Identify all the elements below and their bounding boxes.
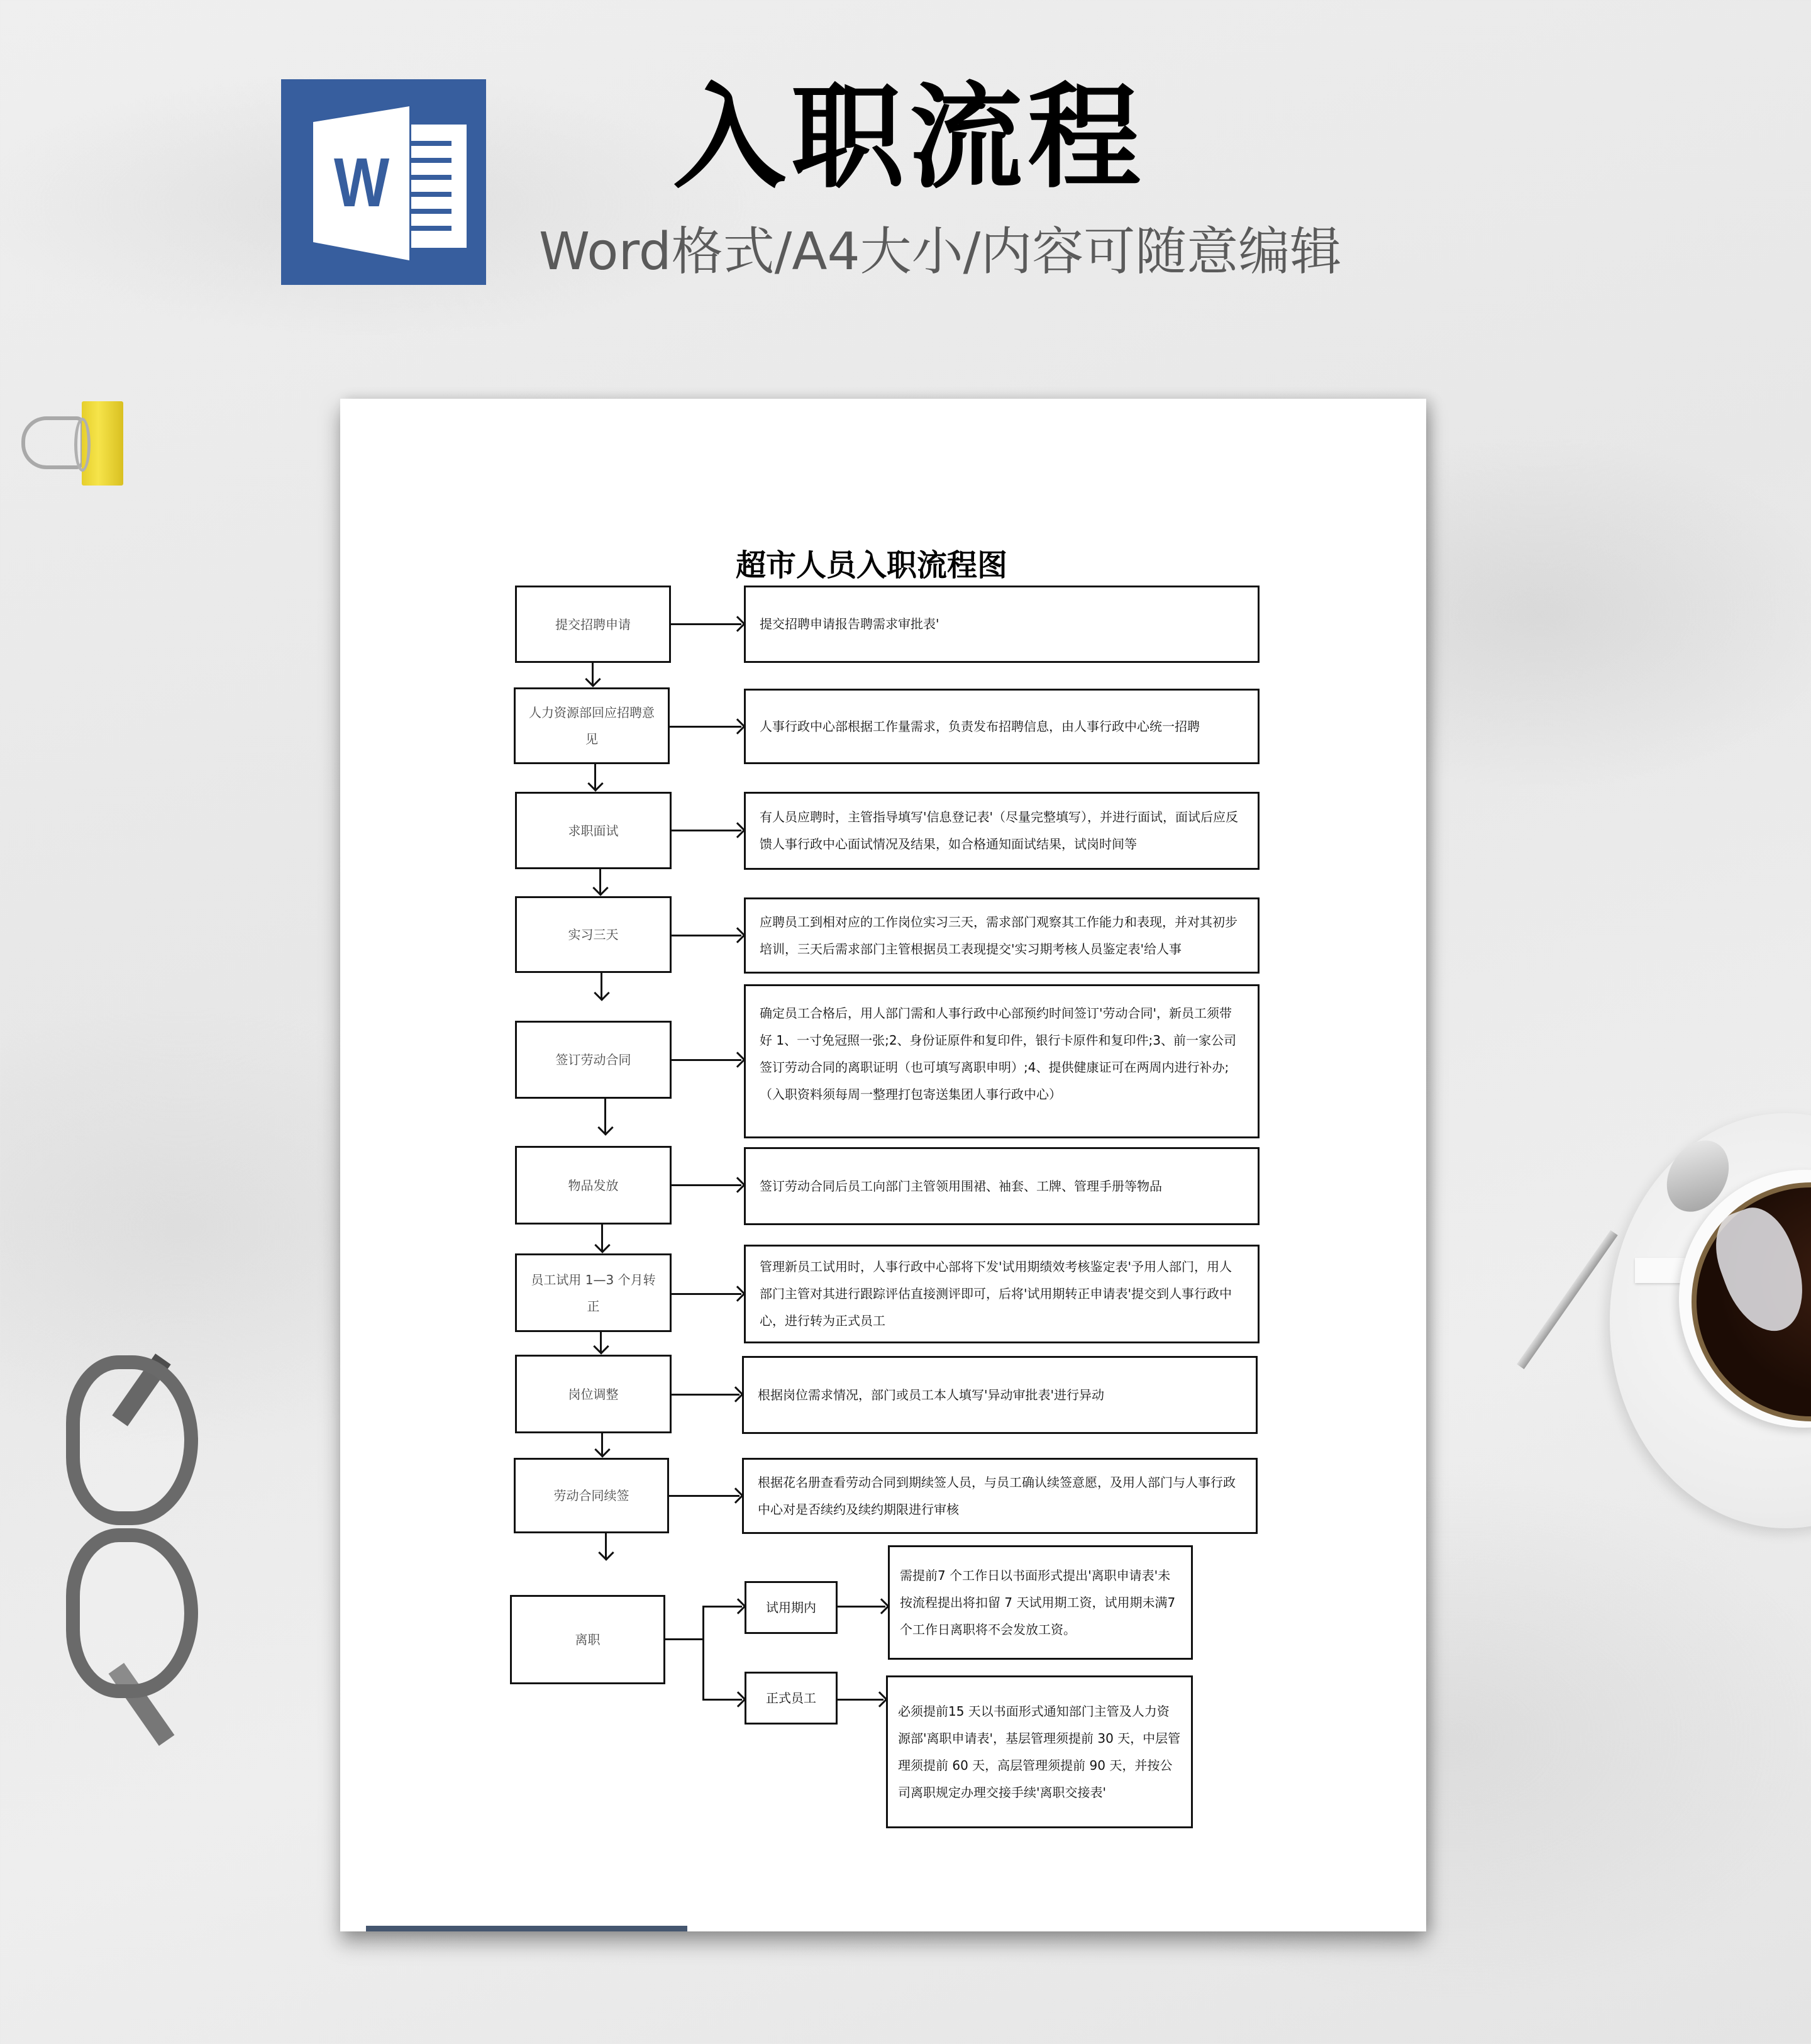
branch-box-regular [745, 1672, 838, 1725]
step-note-submit-request [744, 586, 1260, 663]
page-subtitle: Word格式/A4大小/内容可随意编辑 [539, 222, 1342, 282]
step-box-internship [515, 896, 672, 973]
step-box-interview [515, 792, 672, 869]
step-box-contract-renewal [514, 1458, 669, 1533]
step-note-internship [744, 897, 1260, 974]
cup-handle [1635, 1258, 1685, 1283]
step-note-position-adjust [742, 1356, 1258, 1434]
connector [702, 1606, 704, 1700]
branch-note-probation [888, 1545, 1193, 1660]
step-note-text: 根据花名册查看劳动合同到期续签人员，与员工确认续签意愿，及用人部门与人事行政中心对是否续约及续约期限进行审核 [758, 1474, 1236, 1517]
step-note-probation [744, 1245, 1260, 1343]
step-note-sign-contract [744, 984, 1260, 1138]
step-box-resignation [510, 1595, 665, 1684]
step-label: 求职面试 [568, 823, 619, 838]
step-box-item-issue [515, 1146, 672, 1225]
step-note-item-issue [744, 1147, 1260, 1225]
word-icon-line [411, 226, 451, 231]
step-box-submit-request [515, 586, 671, 663]
binder-clip-ring [74, 418, 91, 472]
step-box-hr-response [514, 687, 670, 764]
page-title: 入职流程 [673, 72, 1146, 204]
spoon-handle [1517, 1230, 1618, 1369]
word-icon-line [411, 192, 451, 197]
step-label: 提交招聘申请 [555, 616, 631, 632]
glasses-lens [66, 1528, 198, 1698]
word-icon-line [411, 141, 451, 146]
step-note-contract-renewal [742, 1458, 1258, 1534]
step-label: 劳动合同续签 [553, 1488, 629, 1503]
word-icon-line [411, 175, 451, 180]
step-label: 实习三天 [568, 927, 619, 942]
glasses-icon [66, 1355, 198, 1525]
connector [665, 1638, 704, 1640]
word-document-icon [281, 79, 486, 285]
step-note-text: 有人员应聘时，主管指导填写'信息登记表'（尽量完整填写），并进行面试，面试后应反馈人事行政中心面试情况及结果，如合格通知面试结果，试岗时间等 [760, 809, 1238, 852]
step-note-text: 应聘员工到相对应的工作岗位实习三天，需求部门观察其工作能力和表现，并对其初步培训，三天后需求部门主管根据员工表现提交'实习期考核人员鉴定表'给人事 [760, 914, 1238, 957]
step-box-position-adjust [515, 1355, 672, 1433]
step-note-text: 根据岗位需求情况，部门或员工本人填写'异动审批表'进行异动 [758, 1387, 1104, 1402]
branch-label: 正式员工 [766, 1691, 816, 1706]
word-icon-line [411, 158, 451, 163]
word-icon-letter: W [334, 144, 390, 221]
branch-note-regular [886, 1675, 1193, 1828]
step-note-text: 签订劳动合同后员工向部门主管领用围裙、袖套、工牌、管理手册等物品 [760, 1178, 1162, 1194]
step-label: 员工试用 1—3 个月转正 [531, 1272, 656, 1314]
step-note-text: 提交招聘申请报告聘需求审批表' [760, 616, 939, 631]
word-icon-line [411, 209, 451, 214]
step-label: 岗位调整 [568, 1386, 619, 1402]
branch-note-text: 需提前7 个工作日以书面形式提出'离职申请表'未按流程提出将扣留 7 天试用期工资，试用期未满7 个工作日离职将不会发放工资。 [900, 1567, 1176, 1637]
step-label: 人力资源部回应招聘意见 [529, 705, 655, 747]
page-footer-bar [366, 1926, 687, 1931]
step-note-interview [744, 792, 1260, 870]
step-label: 离职 [575, 1632, 601, 1647]
step-note-text: 管理新员工试用时，人事行政中心部将下发'试用期绩效考核鉴定表'予用人部门，用人部门主管对其进行跟踪评估直接测评即可，后将'试用期转正申请表'提交到人事行政中心，进行转为正式员工 [760, 1259, 1232, 1328]
flowchart-title: 超市人员入职流程图 [736, 548, 1008, 583]
branch-box-probation [745, 1581, 838, 1634]
branch-label: 试用期内 [766, 1600, 816, 1615]
branch-note-text: 必须提前15 天以书面形式通知部门主管及人力资源部'离职申请表'，基层管理须提前 30 天，中层管理须提前 60 天，高层管理须提前 90 天，并按公司离职规定办理交接手续'离职交接表' [898, 1703, 1181, 1800]
step-note-text: 人事行政中心部根据工作量需求，负责发布招聘信息，由人事行政中心统一招聘 [760, 718, 1200, 734]
step-box-sign-contract [515, 1021, 672, 1099]
step-label: 物品发放 [568, 1177, 619, 1193]
step-note-text: 确定员工合格后，用人部门需和人事行政中心部预约时间签订'劳动合同'，新员工须带好 1、一寸免冠照一张;2、身份证原件和复印件，银行卡原件和复印件;3、前一家公司签订劳动合同的离职证明（也可填写离职申明）;4、提供健康证可在两周内进行补办;（入职资料须每周一整理打包寄送集团人事行政中心） [760, 1006, 1237, 1102]
step-note-hr-response [744, 689, 1260, 764]
step-box-probation [515, 1253, 672, 1332]
step-label: 签订劳动合同 [555, 1052, 631, 1067]
